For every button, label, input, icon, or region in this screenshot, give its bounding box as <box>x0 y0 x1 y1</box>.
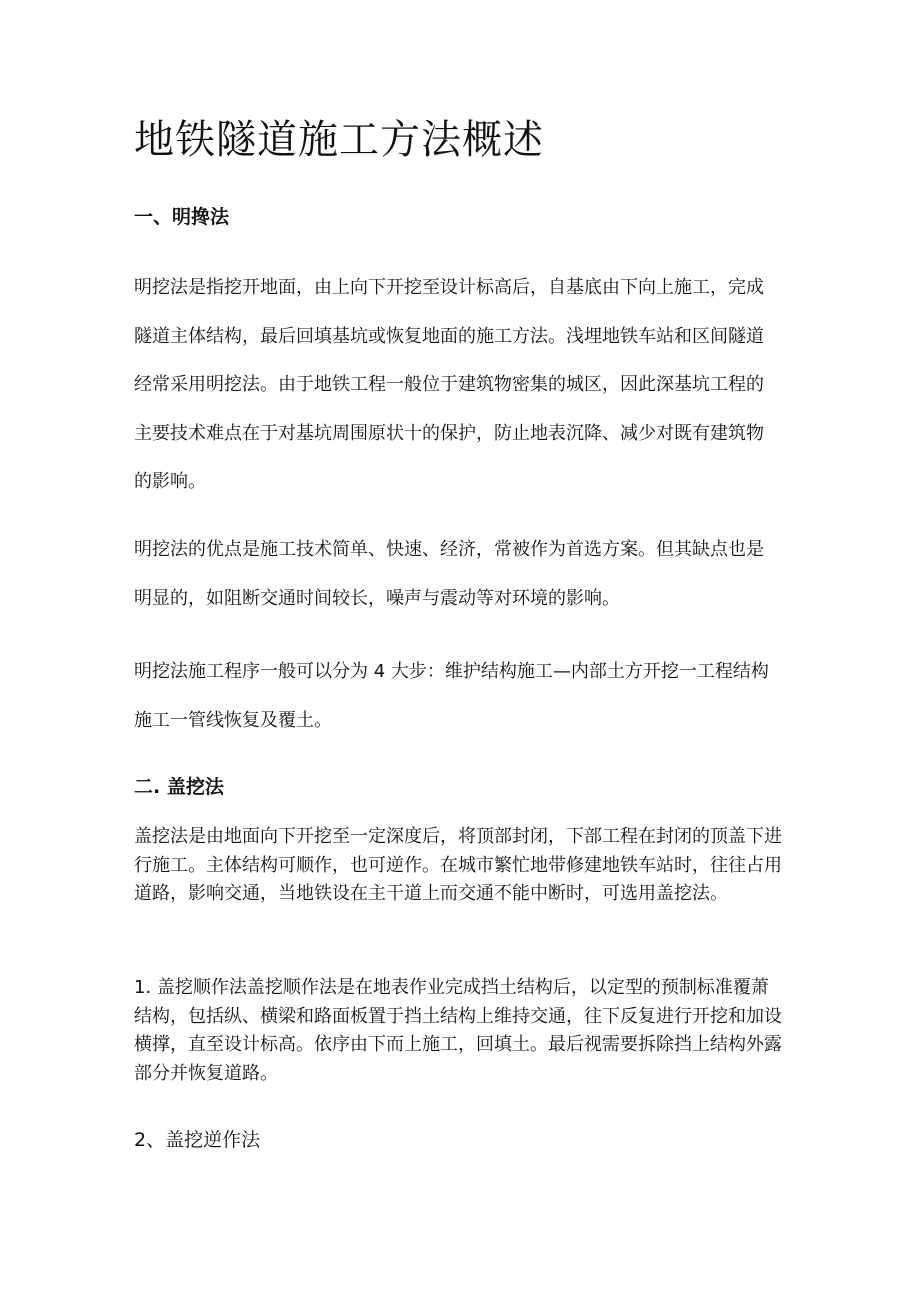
document-title: 地铁隧道施工方法概述 <box>134 117 544 163</box>
paragraph-open-cut-pros-cons: 明挖法的优点是施工技术简单、快速、经济，常被作为首选方案。但其缺点也是明显的，如阻断交通时间较长，噪声与震动等对环境的影响。 <box>134 539 764 609</box>
paragraph-cover-cut-bottom-up: 1. 盖挖顺作法盖挖顺作法是在地表作业完成挡土结构后，以定型的预制标准覆萧结构，包括纵、横梁和路面板置于挡土结构上维持交通，往下反复进行开挖和加设横撑，直至设计标高。依序由下而上施工，回填土。最后视需要拆除挡上结构外露部分并恢复道路。 <box>134 977 782 1084</box>
subheading-cover-cut-top-down: 2、盖挖逆作法 <box>134 1129 261 1151</box>
paragraph-open-cut-definition: 明挖法是指挖开地面，由上向下开挖至设计标高后，自基底由下向上施工，完成隧道主体结构，最后回填基坑或恢复地面的施工方法。浅埋地铁车站和区间隧道经常采用明挖法。由于地铁工程一般位于建筑物密集的城区，因此深基坑工程的主要技术难点在于对基坑周围原状十的保护，防止地表沉降、减少对既有建筑物的影响。 <box>134 277 764 493</box>
section-heading-open-cut: 一、明搀法 <box>134 206 230 228</box>
paragraph-cover-cut-definition: 盖挖法是由地面向下开挖至一定深度后，将顶部封闭，下部工程在封闭的顶盖下进行施工。主体结构可顺作，也可逆作。在城市繁忙地带修建地铁车站时，往往占用道路，影响交通，当地铁设在主干道上而交通不能中断时，可选用盖挖法。 <box>134 826 782 904</box>
paragraph-open-cut-procedure: 明挖法施工程序一般可以分为 4 大步：维护结构施工—内部土方开挖一工程结构施工一管线恢复及覆土。 <box>134 661 769 731</box>
section-heading-cover-cut: 二. 盖挖法 <box>134 776 224 798</box>
